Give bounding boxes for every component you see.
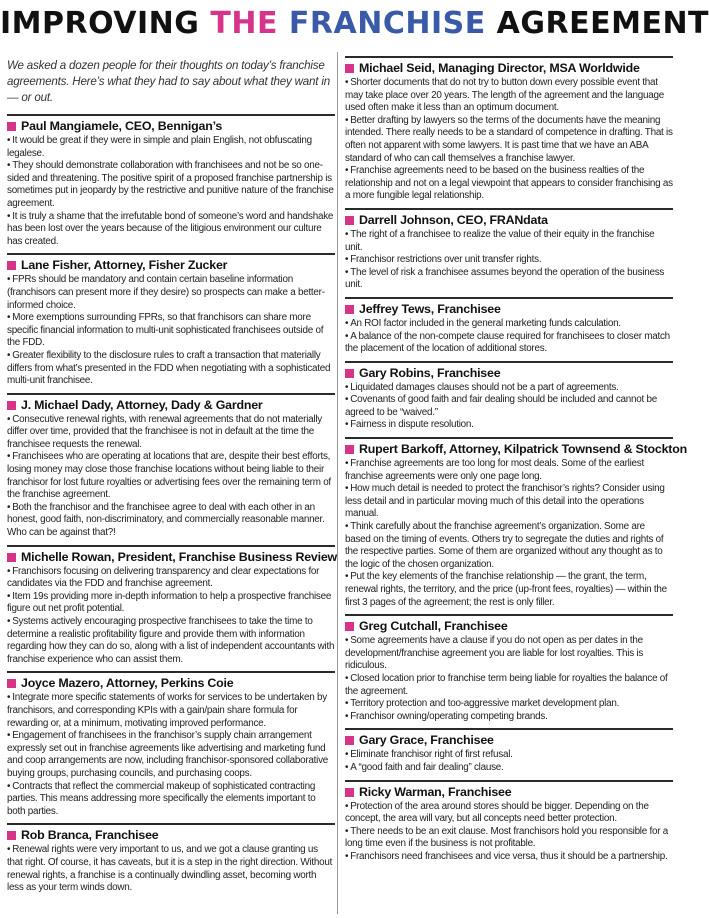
bullet-icon: • xyxy=(345,635,349,647)
bullet-text: Better drafting by lawyers so the terms of the documents have the meaning intended. There really needs to be a standard of competence in drafting. That is often not apparent with some lawyers. It is past time that we have an ABA standard of who can call themselves a franchise lawyer. xyxy=(345,114,673,164)
bullet-icon: • xyxy=(7,616,11,627)
contributor-heading xyxy=(345,365,673,382)
bullet-icon: • xyxy=(7,590,11,602)
bullet-icon: • xyxy=(345,330,349,342)
square-bullet-icon xyxy=(345,788,354,797)
bullet-text: They should demonstrate collaboration with franchisees and not be so one-sided and threatening. The positive spirit of a proposed franchise partnership is sometimes put in jeopardy by the restrictive and punitive nature of the franchise agreement. xyxy=(7,160,334,209)
bullet-icon: • xyxy=(7,274,11,286)
bullet-icon: • xyxy=(345,698,349,710)
title-word-franchise: FRANCHISE xyxy=(288,6,486,41)
bullet-item xyxy=(345,229,673,254)
bullet-text: Fairness in dispute resolution. xyxy=(350,419,474,431)
bullet-item xyxy=(345,267,673,292)
contributor-heading xyxy=(7,118,335,135)
bullet-text: The level of risk a franchisee assumes beyond the operation of the business unit. xyxy=(345,266,665,291)
square-bullet-icon xyxy=(345,445,354,454)
column-divider xyxy=(337,52,338,914)
bullet-text: Engagement of franchisees in the franchisor’s supply chain arrangement expressly set out in franchise agreements like advertising and marketing fund and coop arrangements are now, including franchisor-sponsored collaborative buying groups, purchasing councils, and purchasing coops. xyxy=(7,730,329,779)
bullet-icon: • xyxy=(345,850,349,862)
bullet-icon: • xyxy=(7,844,11,856)
bullet-icon: • xyxy=(7,312,11,324)
contributor-heading xyxy=(7,827,335,844)
title-word-improving: IMPROVING xyxy=(0,6,200,41)
square-bullet-icon xyxy=(7,831,16,840)
bullet-item xyxy=(7,844,335,894)
bullet-item xyxy=(345,165,673,203)
bullet-item xyxy=(345,711,673,724)
bullet-text: The right of a franchisee to realize the value of their equity in the franchise unit. xyxy=(345,228,655,253)
bullet-icon: • xyxy=(7,349,11,361)
bullet-text: Eliminate franchisor right of first refusal. xyxy=(350,749,513,761)
bullet-item xyxy=(345,673,673,698)
bullet-icon: • xyxy=(345,483,349,495)
bullet-item xyxy=(7,616,335,666)
bullet-item xyxy=(7,692,335,730)
bullet-text: It would be great if they were in simple and plain English, not obfuscating legalese. xyxy=(7,135,312,159)
bullet-text: Liquidated damages clauses should not be a part of agreements. xyxy=(350,381,619,393)
bullet-icon: • xyxy=(345,761,349,773)
bullet-icon: • xyxy=(345,266,349,278)
bullet-item xyxy=(7,781,335,819)
contributor-heading xyxy=(7,397,335,414)
bullet-item xyxy=(345,851,673,864)
contributor-section xyxy=(345,614,673,723)
bullet-item xyxy=(345,394,673,419)
bullet-item xyxy=(345,762,673,775)
square-bullet-icon xyxy=(7,122,16,131)
bullet-icon: • xyxy=(345,419,349,431)
bullet-icon: • xyxy=(345,381,349,393)
bullet-icon: • xyxy=(7,692,11,704)
contributor-section xyxy=(345,297,673,356)
square-bullet-icon xyxy=(345,305,354,314)
contributor-name: Michelle Rowan, President, Franchise Business Review xyxy=(21,549,337,564)
contributor-section xyxy=(7,545,335,667)
bullet-item xyxy=(345,318,673,331)
bullet-icon: • xyxy=(345,254,349,266)
contributor-name: Greg Cutchall, Franchisee xyxy=(359,619,508,634)
bullet-icon: • xyxy=(345,317,349,329)
bullet-text: Franchisors focusing on delivering transparency and clear expectations for candidates via the FDD and franchise agreement. xyxy=(7,565,320,590)
contributor-name: Joyce Mazero, Attorney, Perkins Coie xyxy=(21,676,234,691)
bullet-text: Shorter documents that do not try to button down every possible event that may take place over 20 years. The length of the agreement and the language used often make it less than an optimum document. xyxy=(345,77,664,114)
bullet-text: How much detail is needed to protect the franchisor’s rights? Consider using less detail and in particular moving much of this detail into the operations manual. xyxy=(345,483,665,520)
contributor-name: J. Michael Dady, Attorney, Dady & Gardner xyxy=(21,397,263,412)
bullet-item xyxy=(345,801,673,826)
intro-text: We asked a dozen people for their thoughts on today’s franchise agreements. Here’s what they had to say about what they want in — or out. xyxy=(7,59,330,104)
bullet-item xyxy=(345,749,673,762)
left-sections xyxy=(7,114,335,895)
bullet-item xyxy=(7,160,335,210)
bullet-text: Franchisor owning/operating competing brands. xyxy=(350,710,548,722)
bullet-item xyxy=(7,211,335,249)
contributor-heading xyxy=(345,301,673,318)
bullet-icon: • xyxy=(7,501,11,513)
contributor-heading xyxy=(345,732,673,749)
bullet-icon: • xyxy=(345,77,349,88)
contributor-section xyxy=(345,780,673,864)
bullet-icon: • xyxy=(345,228,349,240)
bullet-item xyxy=(7,591,335,616)
bullet-text: Protection of the area around stores should be bigger. Depending on the concept, the area will vary, but all concepts need better protection. xyxy=(345,800,649,825)
bullet-text: Franchisor restrictions over unit transfer rights. xyxy=(350,254,542,266)
bullet-item xyxy=(345,77,673,115)
bullet-text: Both the franchisor and the franchisee agree to deal with each other in an honest, good faith, non-discriminatory, and commercially reasonable manner. Who can be against that?! xyxy=(7,501,325,539)
contributor-section xyxy=(345,208,673,292)
contributor-heading xyxy=(7,549,335,566)
right-column xyxy=(345,56,687,869)
contributor-name: Gary Grace, Franchisee xyxy=(359,733,494,748)
bullet-text: Some agreements have a clause if you do not open as per dates in the development/franchise agreement you are liable for lost royalties. This is ridiculous. xyxy=(345,635,644,672)
bullet-icon: • xyxy=(345,165,349,177)
contributor-name: Paul Mangiamele, CEO, Bennigan’s xyxy=(21,119,223,133)
contributor-name: Darrell Johnson, CEO, FRANdata xyxy=(359,212,548,227)
bullet-icon: • xyxy=(345,749,349,761)
bullet-text: It is truly a shame that the irrefutable bond of someone’s word and handshake has been lost over the years because of the litigious environment our culture has created. xyxy=(7,210,334,247)
contributor-name: Jeffrey Tews, Franchisee xyxy=(359,301,501,316)
bullet-item xyxy=(345,458,673,483)
bullet-icon: • xyxy=(7,413,11,425)
square-bullet-icon xyxy=(7,553,16,562)
contributor-section xyxy=(7,671,335,818)
bullet-icon: • xyxy=(7,730,11,742)
bullet-item xyxy=(7,566,335,591)
bullet-text: Renewal rights were very important to us, and we got a clause granting us that right. Of course, it has caveats, but it is a step in the right direction. Without renewal rights, a franchise is a continually dwindling asset, becoming worth less as your term winds down. xyxy=(7,844,333,894)
contributor-section xyxy=(345,361,673,432)
bullet-item xyxy=(7,730,335,780)
bullet-icon: • xyxy=(7,210,11,222)
bullet-text: A balance of the non-compete clause required for franchisees to closer match the placement of the location of additional stores. xyxy=(345,330,670,355)
bullet-icon: • xyxy=(7,780,11,792)
bullet-text: Greater flexibility to the disclosure rules to craft a transaction that materially differs from what’s presented in the FDD when negotiating with a sophisticated multi-unit franchisee. xyxy=(7,349,331,387)
square-bullet-icon xyxy=(345,736,354,745)
contributor-heading xyxy=(345,784,673,801)
contributor-section xyxy=(7,114,335,248)
bullet-item xyxy=(7,350,335,388)
bullet-text: A “good faith and fair dealing” clause. xyxy=(350,761,504,773)
bullet-text: Franchisors need franchisees and vice versa, thus it should be a partnership. xyxy=(350,850,668,862)
bullet-item xyxy=(345,521,673,571)
bullet-icon: • xyxy=(7,565,11,577)
bullet-text: Contracts that reflect the commercial makeup of sophisticated contracting parties. This means addressing more specifically the elements important to both parties. xyxy=(7,780,316,817)
contributor-heading xyxy=(345,60,673,77)
bullet-icon: • xyxy=(345,521,349,533)
right-sections xyxy=(345,56,687,864)
contributor-section xyxy=(345,437,687,609)
bullet-item xyxy=(345,635,673,673)
bullet-item xyxy=(345,331,673,356)
square-bullet-icon xyxy=(345,216,354,225)
bullet-item xyxy=(345,115,673,165)
bullet-icon: • xyxy=(345,672,349,684)
bullet-item xyxy=(345,483,673,521)
left-column xyxy=(7,56,335,900)
bullet-icon: • xyxy=(345,710,349,722)
square-bullet-icon xyxy=(345,622,354,631)
bullet-text: Covenants of good faith and fair dealing should be included and cannot be agreed to be “waived.” xyxy=(345,394,657,418)
bullet-text: Closed location prior to franchise term being liable for royalties the balance of the agreement. xyxy=(345,672,668,697)
contributor-section xyxy=(7,253,335,387)
bullet-icon: • xyxy=(345,825,349,837)
page-title xyxy=(0,6,709,42)
contributor-heading xyxy=(345,618,673,635)
bullet-text: Franchise agreements are too long for most deals. Some of the earliest franchise agreements were only one page long. xyxy=(345,458,644,482)
contributor-name: Michael Seid, Managing Director, MSA Worldwide xyxy=(359,61,640,75)
bullet-icon: • xyxy=(345,114,349,126)
bullet-item xyxy=(345,419,673,432)
contributor-heading xyxy=(7,257,335,274)
bullet-text: More exemptions surrounding FPRs, so that franchisors can share more specific financial information to multi-unit sophisticated franchisees outside of the FDD. xyxy=(7,312,324,349)
bullet-item xyxy=(345,254,673,267)
bullet-icon: • xyxy=(345,800,349,812)
contributor-name: Lane Fisher, Attorney, Fisher Zucker xyxy=(21,258,228,273)
bullet-text: There needs to be an exit clause. Most franchisors hold you responsible for a long time even if the business is not profitable. xyxy=(345,825,669,850)
contributor-heading xyxy=(345,441,687,458)
bullet-text: Territory protection and too-aggressive market development plan. xyxy=(350,698,620,710)
bullet-item xyxy=(7,312,335,350)
title-word-the: THE xyxy=(210,6,278,41)
bullet-icon: • xyxy=(7,160,11,172)
bullet-item xyxy=(345,826,673,851)
bullet-text: Think carefully about the franchise agreement’s organization. Some are based on the timing of events. Others try to segregate the duties and rights of the respective parties. Some of them are organized without any thought as to the logic of the chosen organization. xyxy=(345,521,664,570)
bullet-text: An ROI factor included in the general marketing funds calculation. xyxy=(350,317,621,329)
bullet-icon: • xyxy=(7,451,11,463)
bullet-item xyxy=(7,135,335,160)
contributor-section xyxy=(7,393,335,540)
bullet-text: Franchisees who are operating at locations that are, despite their best efforts, losing money may close those franchise locations without being liable to their franchisor for lost future royalties or advertising fees over the remaining term of the franchise agreement. xyxy=(7,451,331,501)
bullet-text: Put the key elements of the franchise relationship — the grant, the term, renewal rights, the territory, and the price (up-front fees, royalties) — within the first 3 pages of the agreement; the rest is only filler. xyxy=(345,571,667,608)
square-bullet-icon xyxy=(345,369,354,378)
title-word-agreement: AGREEMENT xyxy=(496,6,709,41)
bullet-item xyxy=(345,571,673,609)
contributor-name: Rupert Barkoff, Attorney, Kilpatrick Townsend & Stockton xyxy=(359,442,687,457)
bullet-icon: • xyxy=(345,458,349,470)
bullet-icon: • xyxy=(7,135,11,146)
bullet-text: Item 19s providing more in-depth information to help a prospective franchisee figure out net profit potential. xyxy=(7,590,332,615)
bullet-item xyxy=(345,698,673,711)
contributor-section xyxy=(345,728,673,774)
contributor-section xyxy=(345,56,673,203)
contributor-name: Ricky Warman, Franchisee xyxy=(359,784,512,799)
contributor-heading xyxy=(345,212,673,229)
square-bullet-icon xyxy=(7,679,16,688)
bullet-text: Systems actively encouraging prospective franchisees to take the time to determine a realistic profitability figure and provide them with information regarding how they can do so, along with a list of independent accountants with franchise experience who can assist them. xyxy=(7,616,335,665)
bullet-icon: • xyxy=(345,571,349,583)
bullet-text: Franchise agreements need to be based on the business realties of the relationship and not on a legal viewpoint that appears to consider franchising as a more fungible legal relationship. xyxy=(345,165,673,202)
contributor-name: Rob Branca, Franchisee xyxy=(21,828,159,843)
bullet-item xyxy=(7,451,335,501)
bullet-text: Consecutive renewal rights, with renewal agreements that do not materially differ over time, provided that the franchisee is not in default at the time the franchisee requests the renewal. xyxy=(7,413,322,450)
bullet-item xyxy=(345,382,673,395)
bullet-item xyxy=(7,502,335,540)
bullet-text: FPRs should be mandatory and contain certain baseline information (franchisors can present more if they desire) so prospects can make a better-informed choice. xyxy=(7,274,325,311)
contributor-heading xyxy=(7,675,335,692)
bullet-item xyxy=(7,414,335,452)
square-bullet-icon xyxy=(345,64,354,73)
square-bullet-icon xyxy=(7,401,16,410)
bullet-icon: • xyxy=(345,394,349,406)
bullet-text: Integrate more specific statements of works for services to be undertaken by franchisors, and corresponding KPIs with a gain/pain share formula for rewarding or, at a minimum, motivating improved performance. xyxy=(7,692,327,729)
contributor-section xyxy=(7,823,335,894)
contributor-name: Gary Robins, Franchisee xyxy=(359,365,501,380)
bullet-item xyxy=(7,274,335,312)
square-bullet-icon xyxy=(7,261,16,270)
